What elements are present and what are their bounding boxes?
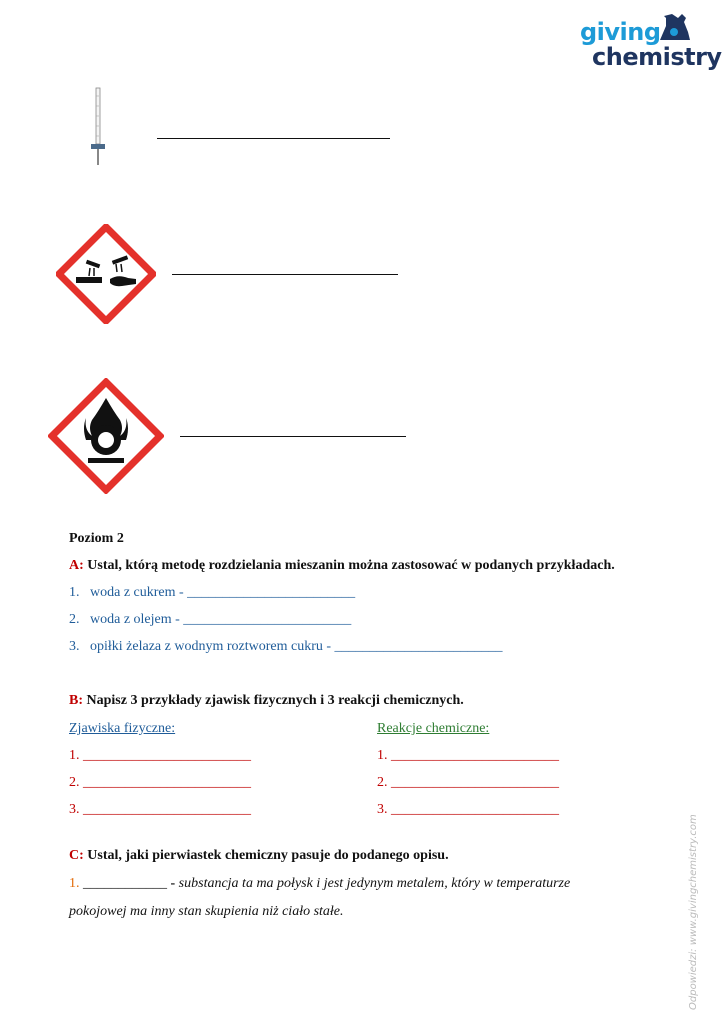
section-a-text: Ustal, którą metodę rozdzielania mieszanin można zastosować w podanych przykładach.: [87, 558, 615, 573]
chemical-item-2[interactable]: 2. ________________________: [377, 775, 559, 790]
description-line-2: pokojowej ma inny stan skupienia niż ciało stałe.: [69, 904, 344, 919]
item-text: opiłki żelaza z wodnym roztworem cukru - ________________________: [90, 639, 503, 654]
section-c-item-1[interactable]: [69, 875, 570, 893]
description-line-1: substancja ta ma połysk i jest jedynym metalem, który w temperaturze: [178, 876, 571, 891]
section-b-text: Napisz 3 przykłady zjawisk fizycznych i 3 reakcji chemicznych.: [86, 693, 464, 708]
answer-blank[interactable]: ____________: [83, 876, 167, 891]
logo-line1: giving: [580, 18, 661, 46]
section-a-letter: A:: [69, 558, 84, 573]
physical-item-3[interactable]: 3. ________________________: [69, 802, 251, 817]
item-number: 3.: [69, 639, 80, 654]
flask-dragon-icon: [656, 10, 696, 42]
answer-line-1[interactable]: [157, 138, 390, 139]
answer-line-2[interactable]: [172, 274, 398, 275]
section-b-title: [69, 692, 464, 710]
physical-item-1[interactable]: 1. ________________________: [69, 748, 251, 763]
burette-icon: [86, 86, 110, 168]
section-b-letter: B:: [69, 693, 83, 708]
answers-side-note: Odpowiedzi: www.givingchemistry.com: [688, 814, 699, 1010]
item-number: 1.: [69, 585, 80, 600]
section-a-item-2[interactable]: [69, 611, 351, 629]
physical-item-2[interactable]: 2. ________________________: [69, 775, 251, 790]
logo-line2: chemistry: [592, 43, 722, 71]
item-number: 1.: [69, 876, 80, 891]
dash: -: [170, 876, 176, 891]
section-a-title: [69, 557, 615, 575]
section-a-item-1[interactable]: [69, 584, 355, 602]
corrosive-hazard-icon: [56, 224, 156, 324]
section-c-title: [69, 847, 449, 865]
section-a-item-3[interactable]: [69, 638, 503, 656]
item-text: woda z cukrem - ________________________: [90, 585, 356, 600]
item-text: woda z olejem - ________________________: [90, 612, 352, 627]
chemical-item-1[interactable]: 1. ________________________: [377, 748, 559, 763]
item-number: 2.: [69, 612, 80, 627]
level-heading: Poziom 2: [69, 531, 124, 546]
physical-phenomena-header: Zjawiska fizyczne:: [69, 721, 176, 736]
section-c-text: Ustal, jaki pierwiastek chemiczny pasuje do podanego opisu.: [87, 848, 449, 863]
section-c-letter: C:: [69, 848, 84, 863]
chemical-reactions-header: Reakcje chemiczne:: [377, 721, 490, 736]
chemical-item-3[interactable]: 3. ________________________: [377, 802, 559, 817]
logo: [578, 10, 722, 72]
oxidizing-hazard-icon: [48, 378, 164, 494]
answer-line-3[interactable]: [180, 436, 406, 437]
